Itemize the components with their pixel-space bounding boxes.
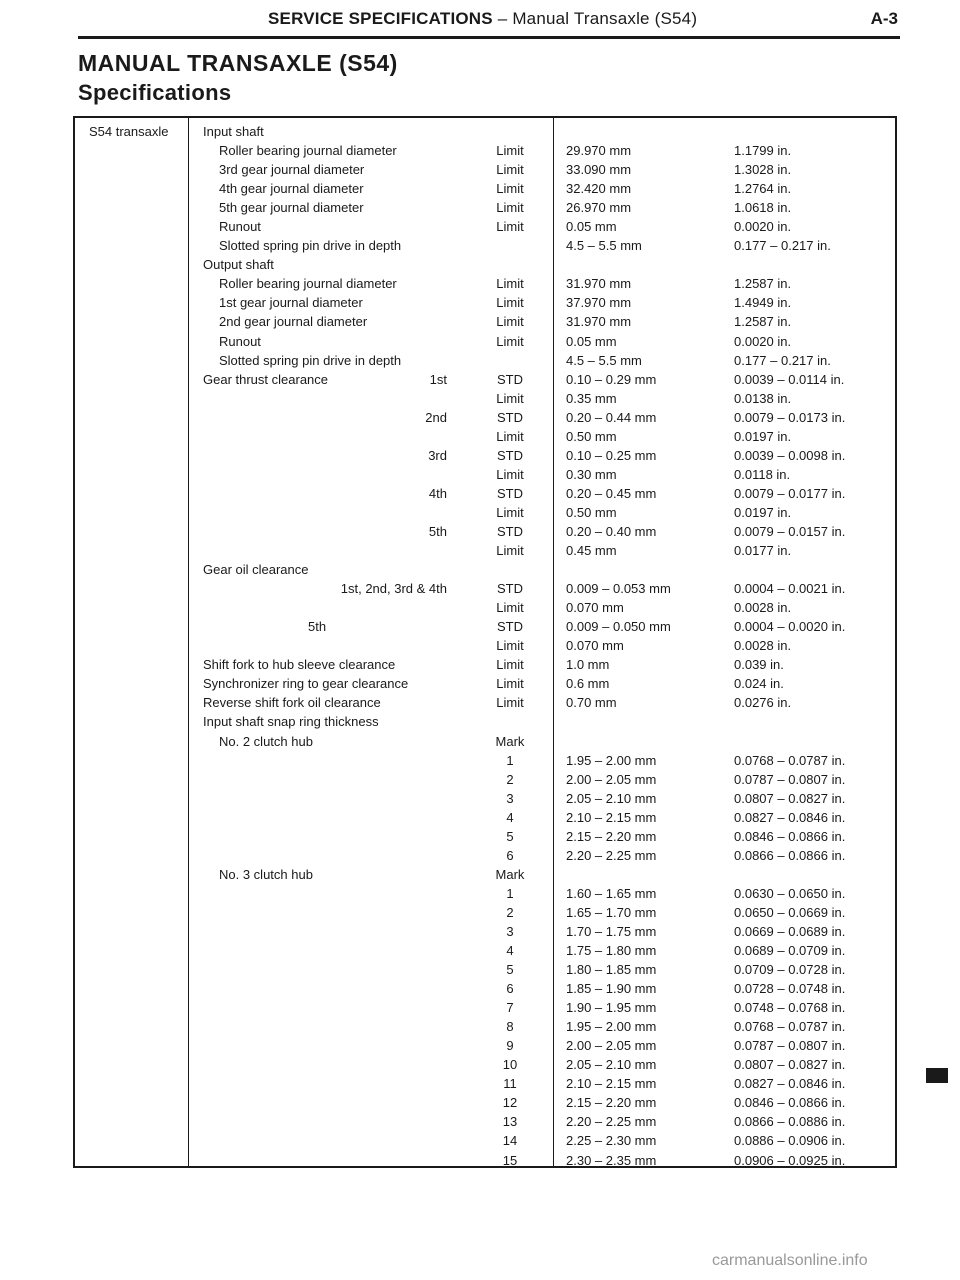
spec-row [75,276,895,295]
spec-value-mm: 0.50 mm [566,504,617,520]
spec-sublabel: 2nd [425,409,447,425]
spec-value-mm: 0.20 – 0.44 mm [566,409,657,425]
spec-value-inch: 0.0630 – 0.0650 in. [734,885,846,901]
spec-value-mm: 0.20 – 0.45 mm [566,485,657,501]
spec-row [75,562,895,581]
spec-type: Mark [495,733,525,749]
spec-row [75,1000,895,1019]
spec-type: 1 [506,752,514,768]
spec-value-inch: 0.0039 – 0.0098 in. [734,447,846,463]
spec-row [75,714,895,733]
spec-type: STD [497,447,523,463]
spec-row [75,467,895,486]
spec-value-inch: 1.2587 in. [734,314,792,330]
spec-type: 5 [506,828,514,844]
spec-type: Limit [496,600,524,616]
spec-value-inch: 1.2764 in. [734,181,792,197]
spec-type: 3 [506,923,514,939]
spec-label: Slotted spring pin drive in depth [219,238,402,254]
spec-value-inch: 0.0138 in. [734,390,792,406]
spec-row [75,791,895,810]
spec-value-mm: 0.70 mm [566,695,617,711]
spec-row [75,257,895,276]
spec-type: STD [497,523,523,539]
spec-row [75,1076,895,1095]
spec-value-inch: 0.0669 – 0.0689 in. [734,923,846,939]
spec-type: STD [497,581,523,597]
spec-type: Limit [496,676,524,692]
spec-value-mm: 0.35 mm [566,390,617,406]
spec-row [75,600,895,619]
spec-value-mm: 2.20 – 2.25 mm [566,1114,657,1130]
spec-value-inch: 0.0728 – 0.0748 in. [734,981,846,997]
spec-type: 14 [502,1133,518,1149]
section-subtitle: Specifications [78,80,232,105]
spec-type: Limit [496,200,524,216]
spec-value-inch: 0.0079 – 0.0173 in. [734,409,846,425]
spec-type: 15 [502,1152,518,1168]
spec-row [75,353,895,372]
spec-row [75,962,895,981]
spec-type: 8 [506,1019,514,1035]
spec-value-mm: 2.00 – 2.05 mm [566,771,657,787]
header-title-bold: SERVICE SPECIFICATIONS [268,9,493,28]
spec-row [75,1057,895,1076]
spec-row [75,505,895,524]
spec-value-mm: 31.970 mm [566,314,632,330]
spec-value-mm: 0.20 – 0.40 mm [566,523,657,539]
spec-value-mm: 1.95 – 2.00 mm [566,752,657,768]
spec-value-inch: 0.0197 in. [734,428,792,444]
spec-value-inch: 0.0906 – 0.0925 in. [734,1152,846,1168]
spec-value-mm: 31.970 mm [566,276,632,292]
spec-row [75,905,895,924]
spec-value-inch: 0.0787 – 0.0807 in. [734,1038,846,1054]
spec-row [75,886,895,905]
spec-value-inch: 0.0028 in. [734,600,792,616]
spec-row [75,1153,895,1172]
spec-type: Limit [496,638,524,654]
spec-row [75,1019,895,1038]
spec-row [75,848,895,867]
spec-row [75,1095,895,1114]
section-label: S54 transaxle [89,124,169,139]
spec-type: Limit [496,333,524,349]
spec-value-inch: 0.0748 – 0.0768 in. [734,1000,846,1016]
spec-type: 10 [502,1057,518,1073]
spec-value-inch: 0.0028 in. [734,638,792,654]
spec-value-inch: 0.0177 in. [734,543,792,559]
spec-type: 4 [506,809,514,825]
spec-row [75,219,895,238]
spec-value-inch: 0.0004 – 0.0021 in. [734,581,846,597]
page-header [78,6,900,39]
spec-value-inch: 0.0768 – 0.0787 in. [734,752,846,768]
spec-value-mm: 37.970 mm [566,295,632,311]
spec-type: 2 [506,771,514,787]
spec-row [75,695,895,714]
spec-row [75,772,895,791]
spec-type: 9 [506,1038,514,1054]
spec-value-mm: 1.80 – 1.85 mm [566,962,657,978]
spec-row [75,1133,895,1152]
spec-label: Output shaft [203,257,274,273]
spec-value-inch: 0.0846 – 0.0866 in. [734,828,846,844]
spec-type: Limit [496,314,524,330]
spec-value-mm: 1.90 – 1.95 mm [566,1000,657,1016]
spec-value-inch: 0.0807 – 0.0827 in. [734,1057,846,1073]
spec-sublabel: 3rd [428,447,447,463]
spec-value-inch: 0.177 – 0.217 in. [734,238,831,254]
spec-row [75,943,895,962]
section-tab-marker [926,1068,948,1083]
spec-value-inch: 0.0039 – 0.0114 in. [734,371,845,387]
spec-row [75,200,895,219]
spec-row [75,657,895,676]
spec-type: STD [497,409,523,425]
spec-type: 7 [506,1000,514,1016]
spec-value-inch: 0.0650 – 0.0669 in. [734,904,846,920]
spec-label: Roller bearing journal diameter [219,276,397,292]
spec-label: 5th gear journal diameter [219,200,364,216]
spec-value-inch: 0.177 – 0.217 in. [734,352,831,368]
spec-sublabel: 1st, 2nd, 3rd & 4th [340,581,447,597]
spec-row [75,295,895,314]
spec-row [75,543,895,562]
spec-type: 11 [503,1076,517,1092]
spec-table [73,116,897,1168]
spec-type: 3 [506,790,514,806]
spec-type: 5 [506,962,514,978]
spec-type: Limit [496,543,524,559]
spec-value-mm: 1.70 – 1.75 mm [566,923,657,939]
spec-label: Shift fork to hub sleeve clearance [203,657,396,673]
spec-value-mm: 2.00 – 2.05 mm [566,1038,657,1054]
spec-type: 1 [506,885,514,901]
spec-type: Limit [496,695,524,711]
spec-value-mm: 0.10 – 0.29 mm [566,371,657,387]
spec-row [75,391,895,410]
spec-type: 12 [502,1095,518,1111]
spec-row [75,410,895,429]
spec-value-inch: 0.0846 – 0.0866 in. [734,1095,846,1111]
spec-value-inch: 0.0079 – 0.0177 in. [734,485,846,501]
spec-label: Reverse shift fork oil clearance [203,695,381,711]
spec-row [75,162,895,181]
spec-rows [75,124,895,1172]
spec-value-mm: 0.50 mm [566,428,617,444]
spec-value-inch: 0.0709 – 0.0728 in. [734,962,846,978]
spec-value-mm: 4.5 – 5.5 mm [566,352,642,368]
spec-value-mm: 0.009 – 0.050 mm [566,619,671,635]
spec-value-inch: 0.0768 – 0.0787 in. [734,1019,846,1035]
spec-type: Limit [496,390,524,406]
spec-label: Input shaft snap ring thickness [203,714,379,730]
spec-value-mm: 0.05 mm [566,219,617,235]
spec-label: 4th gear journal diameter [219,181,364,197]
spec-value-mm: 2.05 – 2.10 mm [566,1057,657,1073]
spec-value-mm: 2.25 – 2.30 mm [566,1133,657,1149]
spec-type: STD [497,371,523,387]
spec-row [75,638,895,657]
spec-value-mm: 0.45 mm [566,543,617,559]
spec-value-mm: 29.970 mm [566,143,632,159]
spec-label: 1st gear journal diameter [219,295,363,311]
spec-value-inch: 1.3028 in. [734,162,792,178]
spec-value-mm: 4.5 – 5.5 mm [566,238,642,254]
spec-type: 2 [506,904,514,920]
spec-value-inch: 0.0118 in. [734,466,791,482]
spec-value-inch: 0.0827 – 0.0846 in. [734,1076,846,1092]
spec-row [75,372,895,391]
spec-value-mm: 0.070 mm [566,600,624,616]
spec-value-mm: 0.009 – 0.053 mm [566,581,671,597]
spec-label: Synchronizer ring to gear clearance [203,676,409,692]
spec-row [75,181,895,200]
spec-value-mm: 1.60 – 1.65 mm [566,885,657,901]
spec-type: 6 [506,981,514,997]
spec-type: Limit [496,162,524,178]
spec-value-inch: 0.0020 in. [734,219,792,235]
spec-label: 3rd gear journal diameter [219,162,365,178]
spec-row [75,734,895,753]
spec-row [75,448,895,467]
spec-value-mm: 2.20 – 2.25 mm [566,847,657,863]
spec-value-inch: 0.0866 – 0.0886 in. [734,1114,846,1130]
spec-value-mm: 1.95 – 2.00 mm [566,1019,657,1035]
spec-value-inch: 0.0689 – 0.0709 in. [734,943,846,959]
spec-type: Limit [496,181,524,197]
spec-value-mm: 0.30 mm [566,466,617,482]
spec-type: Limit [496,276,524,292]
watermark: carmanualsonline.info [712,1252,868,1269]
spec-row [75,429,895,448]
spec-value-mm: 26.970 mm [566,200,632,216]
spec-value-inch: 0.0866 – 0.0866 in. [734,847,846,863]
spec-value-inch: 1.4949 in. [734,295,792,311]
spec-value-mm: 0.6 mm [566,676,610,692]
spec-row [75,1114,895,1133]
spec-value-inch: 0.0197 in. [734,504,792,520]
header-title [268,9,697,29]
spec-value-mm: 2.10 – 2.15 mm [566,1076,657,1092]
spec-row [75,924,895,943]
spec-row [75,753,895,772]
spec-type: Limit [496,295,524,311]
spec-value-inch: 0.0807 – 0.0827 in. [734,790,846,806]
spec-label: Gear thrust clearance [203,371,329,387]
spec-row [75,829,895,848]
spec-type: Limit [496,428,524,444]
spec-value-mm: 33.090 mm [566,162,632,178]
spec-value-mm: 1.65 – 1.70 mm [566,904,657,920]
spec-row [75,676,895,695]
spec-value-inch: 0.0827 – 0.0846 in. [734,809,846,825]
spec-value-inch: 0.039 in. [734,657,784,673]
page-number: A-3 [870,9,898,28]
spec-value-inch: 1.2587 in. [734,276,792,292]
spec-row [75,238,895,257]
header-title-rest: – Manual Transaxle (S54) [492,9,698,28]
spec-value-mm: 1.75 – 1.80 mm [566,943,657,959]
spec-value-inch: 0.0886 – 0.0906 in. [734,1133,846,1149]
spec-value-mm: 0.070 mm [566,638,624,654]
spec-type: Limit [496,657,524,673]
spec-type: 13 [502,1114,518,1130]
spec-label: 5th [308,619,327,635]
spec-type: STD [497,619,523,635]
spec-label: Gear oil clearance [203,562,309,578]
spec-value-inch: 0.0004 – 0.0020 in. [734,619,846,635]
spec-value-mm: 2.10 – 2.15 mm [566,809,657,825]
spec-label: No. 2 clutch hub [219,733,313,749]
spec-value-inch: 0.0787 – 0.0807 in. [734,771,846,787]
spec-value-inch: 1.0618 in. [734,200,792,216]
spec-label: 2nd gear journal diameter [219,314,368,330]
spec-type: Limit [496,466,524,482]
spec-type: STD [497,485,523,501]
spec-type: 6 [506,847,514,863]
spec-value-mm: 32.420 mm [566,181,632,197]
spec-value-inch: 0.0079 – 0.0157 in. [734,523,846,539]
spec-value-inch: 0.024 in. [734,676,784,692]
spec-value-mm: 0.05 mm [566,333,617,349]
spec-sublabel: 4th [428,485,447,501]
page-title: MANUAL TRANSAXLE (S54) [78,50,398,76]
spec-value-mm: 2.05 – 2.10 mm [566,790,657,806]
spec-value-inch: 0.0020 in. [734,333,792,349]
spec-row [75,581,895,600]
spec-row [75,810,895,829]
spec-label: Runout [219,333,261,349]
spec-row [75,314,895,333]
spec-label: Roller bearing journal diameter [219,143,397,159]
spec-row [75,1038,895,1057]
spec-label: Input shaft [203,124,264,139]
spec-value-mm: 2.15 – 2.20 mm [566,828,657,844]
spec-value-mm: 0.10 – 0.25 mm [566,447,657,463]
spec-sublabel: 1st [429,371,447,387]
spec-label: Slotted spring pin drive in depth [219,352,402,368]
spec-type: Limit [496,219,524,235]
spec-value-mm: 2.15 – 2.20 mm [566,1095,657,1111]
spec-row [75,981,895,1000]
spec-type: Limit [496,143,524,159]
spec-row [75,486,895,505]
spec-value-mm: 2.30 – 2.35 mm [566,1152,657,1168]
spec-type: Limit [496,504,524,520]
spec-row [75,524,895,543]
spec-sublabel: 5th [428,523,447,539]
spec-row [75,867,895,886]
spec-row [75,334,895,353]
spec-value-mm: 1.0 mm [566,657,610,673]
spec-label: Runout [219,219,261,235]
spec-type: Mark [495,866,525,882]
spec-label: No. 3 clutch hub [219,866,313,882]
spec-value-mm: 1.85 – 1.90 mm [566,981,657,997]
spec-value-inch: 1.1799 in. [734,143,792,159]
spec-row [75,619,895,638]
spec-type: 4 [506,943,514,959]
spec-row [75,124,895,143]
spec-value-inch: 0.0276 in. [734,695,792,711]
spec-row [75,143,895,162]
